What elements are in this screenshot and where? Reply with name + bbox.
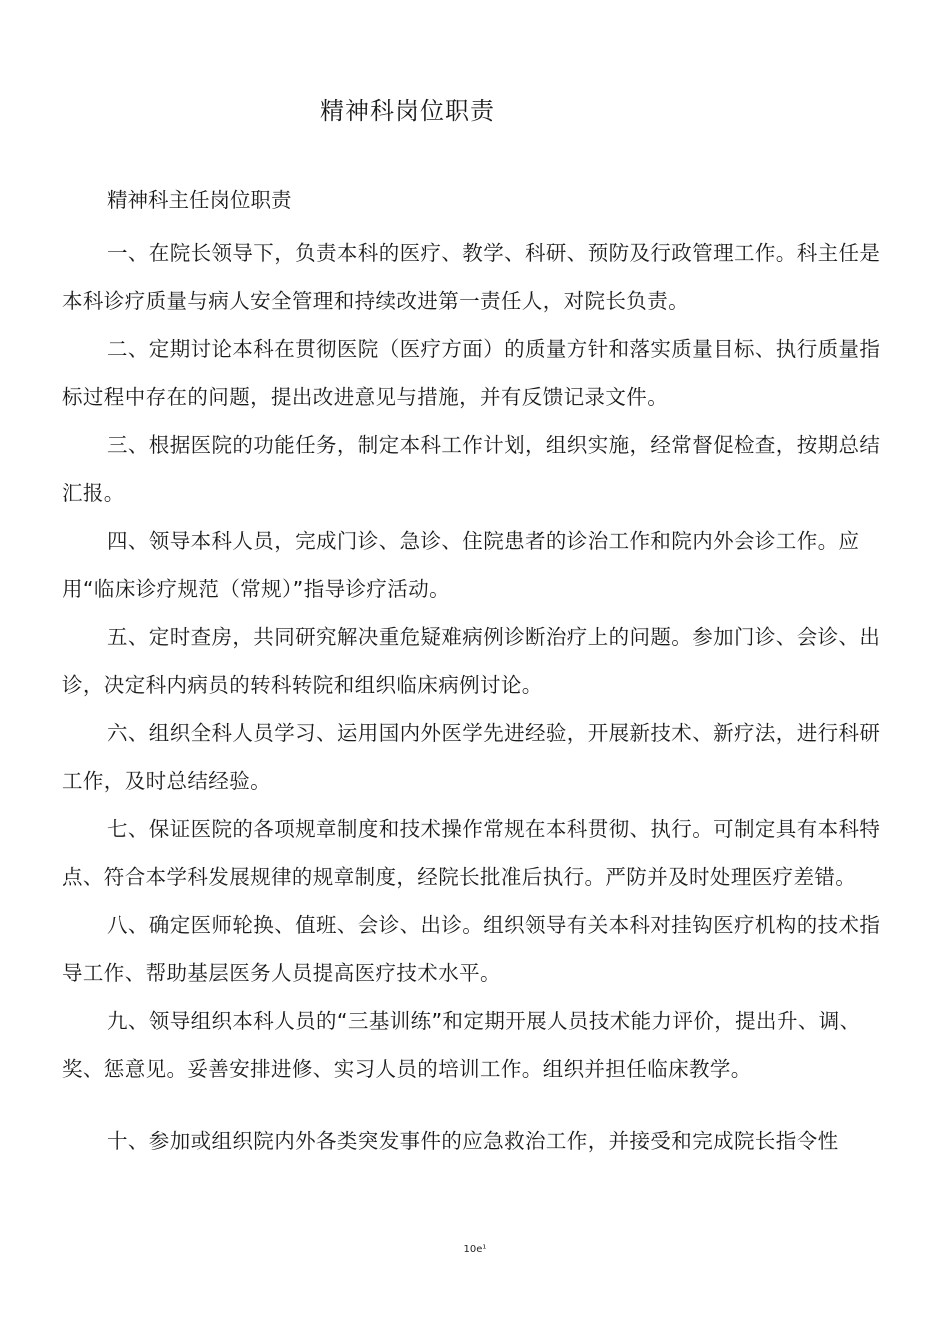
page-number: 10e¹ <box>463 1244 487 1255</box>
paragraph-5: 五、定时查房，共同研究解决重危疑难病例诊断治疗上的问题。参加门诊、会诊、出诊，决定科内病员的转科转院和组织临床病例讨论。 <box>62 625 881 697</box>
paragraph-2: 二、定期讨论本科在贯彻医院（医疗方面）的质量方针和落实质量目标、执行质量指标过程中存在的问题，提出改进意见与措施，并有反馈记录文件。 <box>62 337 881 409</box>
paragraph-10: 十、参加或组织院内外各类突发事件的应急救治工作，并接受和完成院长指令性 <box>107 1129 839 1153</box>
paragraph-4: 四、领导本科人员，完成门诊、急诊、住院患者的诊治工作和院内外会诊工作。应用“临床诊疗规范（常规）”指导诊疗活动。 <box>62 529 860 601</box>
paragraph-6: 六、组织全科人员学习、运用国内外医学先进经验，开展新技术、新疗法，进行科研工作，及时总结经验。 <box>62 721 881 793</box>
paragraph-8: 八、确定医师轮换、值班、会诊、出诊。组织领导有关本科对挂钩医疗机构的技术指导工作、帮助基层医务人员提高医疗技术水平。 <box>62 913 881 985</box>
section-heading: 精神科主任岗位职责 <box>107 188 292 212</box>
paragraph-9: 九、领导组织本科人员的“三基训练”和定期开展人员技术能力评价，提出升、调、奖、惩意见。妥善安排进修、实习人员的培训工作。组织并担任临床教学。 <box>62 1009 861 1081</box>
paragraph-7: 七、保证医院的各项规章制度和技术操作常规在本科贯彻、执行。可制定具有本科特点、符合本学科发展规律的规章制度，经院长批准后执行。严防并及时处理医疗差错。 <box>62 817 881 889</box>
document-title: 精神科岗位职责 <box>320 97 495 125</box>
paragraph-3: 三、根据医院的功能任务，制定本科工作计划，组织实施，经常督促检查，按期总结汇报。 <box>62 433 881 505</box>
paragraph-1: 一、在院长领导下，负责本科的医疗、教学、科研、预防及行政管理工作。科主任是本科诊疗质量与病人安全管理和持续改进第一责任人，对院长负责。 <box>62 241 881 313</box>
document-body <box>62 229 892 1165</box>
